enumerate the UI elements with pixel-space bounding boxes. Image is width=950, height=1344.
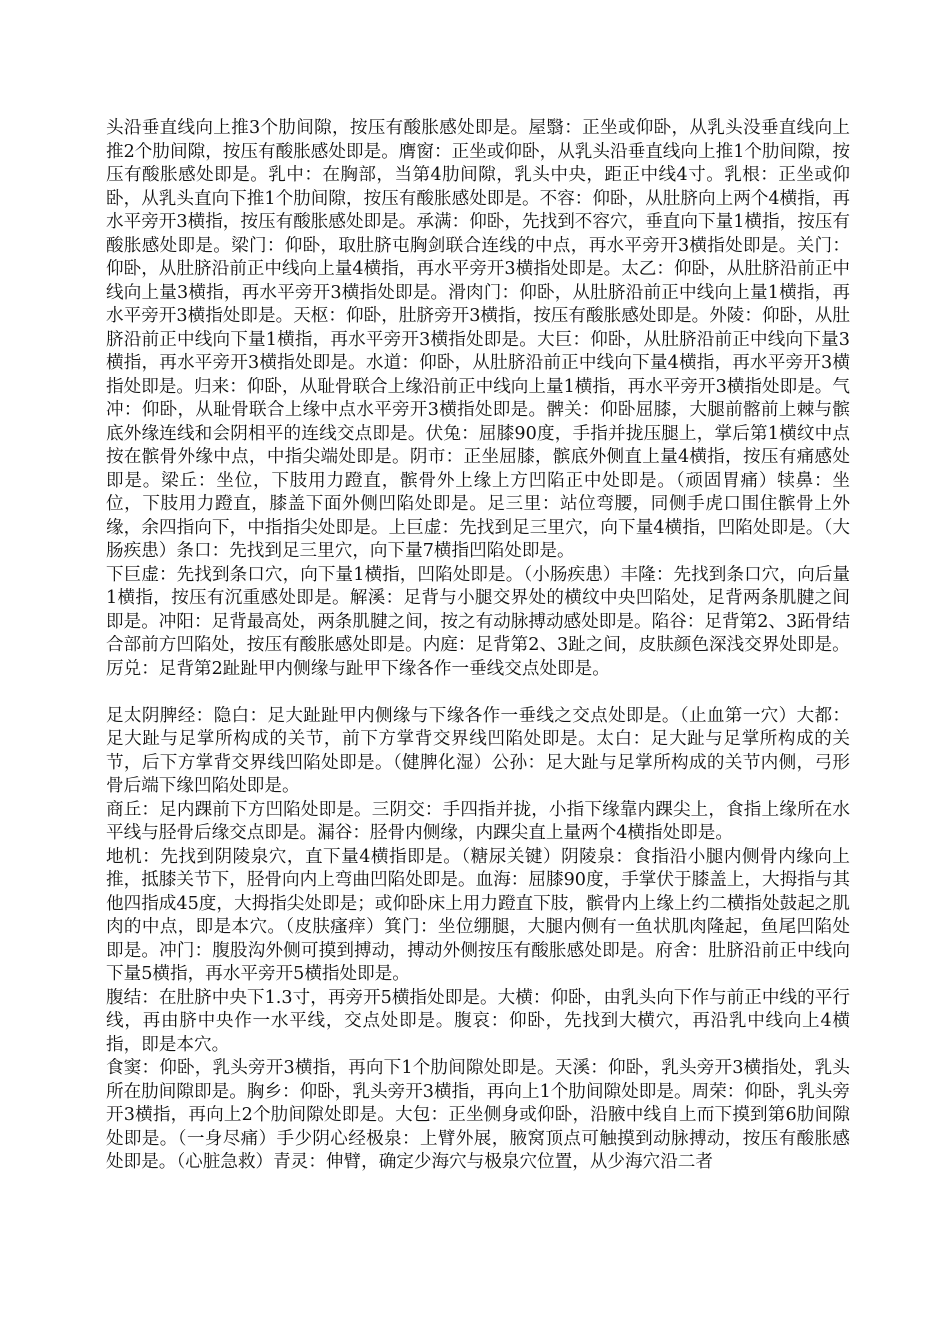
paragraph-shidou-points: 食窦：仰卧，乳头旁开3横指，再向下1个肋间隙处即是。天溪：仰卧，乳头旁开3横指处，乳头所在肋间隙即是。胸乡：仰卧，乳头旁开3横指，再向上1个肋间隙处即是。周荣：仰卧，乳头旁开3横指，再向上2个肋间隙处即是。大包：正坐侧身或仰卧，沿腋中线自上而下摸到第6肋间隙处即是。（一身尽痛）手少阴心经极泉：上臂外展，腋窝顶点可触摸到动脉搏动，按压有酸胀感处即是。（心脏急救）青灵：伸臂，确定少海穴与极泉穴位置，从少海穴沿二者 (106, 1058, 850, 1172)
paragraph-shangqiu-points: 商丘：足内踝前下方凹陷处即是。三阴交：手四指并拢，小指下缘靠内踝尖上，食指上缘所在水平线与胫骨后缘交点即是。漏谷：胫骨内侧缘，内踝尖直上量两个4横指处即是。 (106, 799, 850, 843)
paragraph-lower-leg-points: 下巨虚：先找到条口穴，向下量1横指，凹陷处即是。（小肠疾患）丰隆：先找到条口穴，向后量1横指，按压有沉重感处即是。解溪：足背与小腿交界处的横纹中央凹陷处，足背两条肌腱之间即是。冲阳：足背最高处，两条肌腱之间，按之有动脉搏动感处即是。陷谷：足背第2、3跖骨结合部前方凹陷处，按压有酸胀感处即是。内庭：足背第2、3趾之间，皮肤颜色深浅交界处即是。 (106, 564, 850, 655)
paragraph-diji-points: 地机：先找到阴陵泉穴，直下量4横指即是。（糖尿关键）阴陵泉：食指沿小腿内侧骨内缘向上推，抵膝关节下，胫骨向内上弯曲凹陷处即是。血海：屈膝90度，手掌伏于膝盖上，大拇指与其他四指成45度，大拇指尖处即是；或仰卧床上用力蹬直下肢，髌骨内上缘上约二横指处鼓起之肌肉的中点，即是本穴。（皮肤瘙痒）箕门：坐位绷腿，大腿内侧有一鱼状肌肉隆起，鱼尾凹陷处即是。冲门：腹股沟外侧可摸到搏动，搏动外侧按压有酸胀感处即是。府舍：肚脐沿前正中线向下量5横指，再水平旁开5横指处即是。 (106, 846, 850, 984)
paragraph-spleen-meridian-intro: 足太阴脾经：隐白：足大趾趾甲内侧缘与下缘各作一垂线之交点处即是。（止血第一穴）大都：足大趾与足掌所构成的关节，前下方掌背交界线凹陷处即是。太白：足大趾与足掌所构成的关节，后下方掌背交界线凹陷处即是。（健脾化湿）公孙：足大趾与足掌所构成的关节内侧，弓形骨后端下缘凹陷处即是。 (106, 705, 850, 796)
paragraph-lidui-point: 厉兑：足背第2趾趾甲内侧缘与趾甲下缘各作一垂线交点处即是。 (106, 658, 610, 679)
paragraph-stomach-meridian-points: 头沿垂直线向上推3个肋间隙，按压有酸胀感处即是。屋翳：正坐或仰卧，从乳头没垂直线向上推2个肋间隙，按压有酸胀感处即是。膺窗：正坐或仰卧，从乳头沿垂直线向上推1个肋间隙，按压有酸胀感处即是。乳中：在胸部，当第4肋间隙，乳头中央，距正中线4寸。乳根：正坐或仰卧，从乳头直向下推1个肋间隙，按压有酸胀感处即是。不容：仰卧，从肚脐向上两个4横指，再水平旁开3横指，按压有酸胀感处即是。承满：仰卧，先找到不容穴，垂直向下量1横指，按压有酸胀感处即是。梁门：仰卧，取肚脐屯胸剑联合连线的中点，再水平旁开3横指处即是。关门：仰卧，从肚脐沿前正中线向上量4横指，再水平旁开3横指处即是。太乙：仰卧，从肚脐沿前正中线向上量3横指，再水平旁开3横指处即是。滑肉门：仰卧，从肚脐沿前正中线向上量1横指，再水平旁开3横指处即是。天枢：仰卧，肚脐旁开3横指，按压有酸胀感处即是。外陵：仰卧，从肚脐沿前正中线向下量1横指，再水平旁开3横指处即是。大巨：仰卧，从肚脐沿前正中线向下量3横指，再水平旁开3横指处即是。水道：仰卧，从肚脐沿前正中线向下量4横指，再水平旁开3横指处即是。归来：仰卧，从耻骨联合上缘沿前正中线向上量1横指，再水平旁开3横指处即是。气冲：仰卧，从耻骨联合上缘中点水平旁开3横指处即是。髀关：仰卧屈膝，大腿前髂前上棘与髌底外缘连线和会阴相平的连线交点即是。伏兔：屈膝90度，手指并拢压腿上，掌后第1横纹中点按在髌骨外缘中点，中指尖端处即是。阴市：正坐屈膝，髌底外侧直上量4横指，按压有痛感处即是。梁丘：坐位，下肢用力蹬直，髌骨外上缘上方凹陷正中处即是。（顽固胃痛）犊鼻：坐位，下肢用力蹬直，膝盖下面外侧凹陷处即是。足三里：站位弯腰，同侧手虎口围住髌骨上外缘，余四指向下，中指指尖处即是。上巨虚：先找到足三里穴，向下量4横指，凹陷处即是。（大肠疾患）条口：先找到足三里穴，向下量7横指凹陷处即是。 (106, 118, 850, 561)
blank-line (106, 681, 850, 705)
document-page (106, 117, 850, 1175)
paragraph-fujie-points: 腹结：在肚脐中央下1.3寸，再旁开5横指处即是。大横：仰卧，由乳头向下作与前正中线的平行线，再由脐中央作一水平线，交点处即是。腹哀：仰卧，先找到大横穴，再沿乳中线向上4横指，即是本穴。 (106, 987, 850, 1055)
